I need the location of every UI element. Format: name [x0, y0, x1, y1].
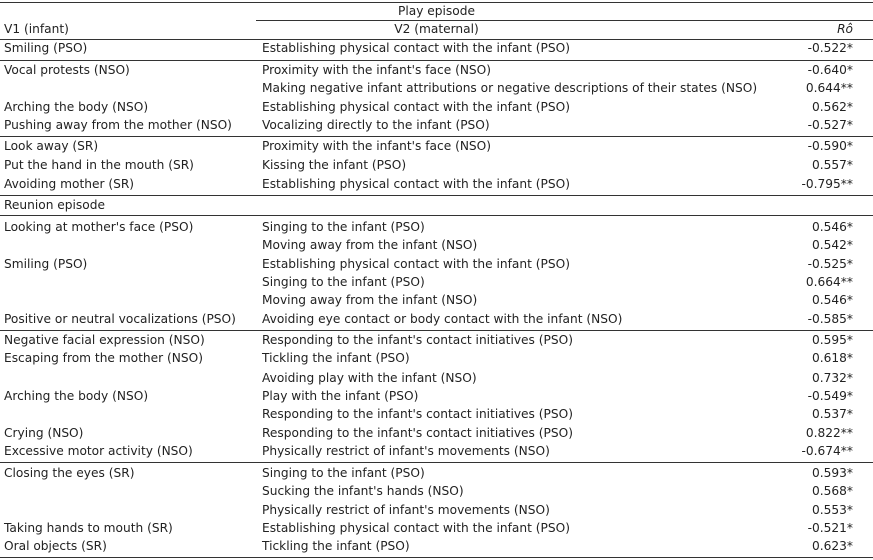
rho-cell: -0.795**: [801, 177, 853, 191]
v2-cell: Physically restrict of infant's movements (NSO): [262, 503, 550, 517]
v2-cell: Play with the infant (PSO): [262, 389, 419, 403]
rho-cell: 0.618*: [812, 351, 853, 365]
v1-cell: Positive or neutral vocalizations (PSO): [4, 312, 236, 326]
rho-cell: 0.623*: [812, 539, 853, 553]
table-row: [0, 443, 873, 460]
v1-cell: Looking at mother's face (PSO): [4, 220, 194, 234]
v2-cell: Making negative infant attributions or negative descriptions of their states (NSO): [262, 81, 758, 95]
v1-cell: Smiling (PSO): [4, 257, 88, 271]
table-bottom-rule: [0, 557, 873, 558]
table-row: [0, 62, 873, 79]
rho-cell: 0.644**: [805, 81, 853, 95]
v1-cell: Put the hand in the mouth (SR): [4, 158, 194, 172]
table-row: [0, 332, 873, 349]
rho-cell: -0.549*: [807, 389, 853, 403]
rho-cell: 0.568*: [812, 484, 853, 498]
rho-cell: 0.562*: [812, 100, 853, 114]
table-row: [0, 292, 873, 309]
table-row: [0, 274, 873, 291]
v1-cell: Arching the body (NSO): [4, 100, 149, 114]
v1-cell: Escaping from the mother (NSO): [4, 351, 203, 365]
table-row: [0, 117, 873, 134]
rho-cell: -0.674**: [801, 444, 853, 458]
table-row: [0, 237, 873, 254]
v1-cell: Avoiding mother (SR): [4, 177, 135, 191]
v2-cell: Singing to the infant (PSO): [262, 275, 425, 289]
v2-cell: Tickling the infant (PSO): [262, 351, 410, 365]
rho-cell: 0.664**: [805, 275, 853, 289]
section-title-rule: [0, 215, 873, 216]
table-row: [0, 483, 873, 500]
v1-cell: Arching the body (NSO): [4, 389, 149, 403]
rho-cell: -0.522*: [807, 41, 853, 55]
v2-cell: Establishing physical contact with the infant (PSO): [262, 41, 570, 55]
v1-cell: Crying (NSO): [4, 426, 84, 440]
table-row: [0, 311, 873, 328]
rho-cell: 0.546*: [812, 220, 853, 234]
v2-cell: Kissing the infant (PSO): [262, 158, 407, 172]
col-header-rho: Rô: [837, 22, 853, 36]
v1-cell: Pushing away from the mother (NSO): [4, 118, 232, 132]
v1-cell: Smiling (PSO): [4, 41, 88, 55]
v2-cell: Responding to the infant's contact initiatives (PSO): [262, 426, 573, 440]
rho-cell: -0.640*: [807, 63, 853, 77]
section-title-reunion: Reunion episode: [4, 198, 105, 212]
v2-cell: Responding to the infant's contact initiatives (PSO): [262, 407, 573, 421]
group-divider: [0, 60, 873, 61]
v1-cell: Oral objects (SR): [4, 539, 107, 553]
v2-cell: Avoiding play with the infant (NSO): [262, 371, 477, 385]
v2-cell: Proximity with the infant's face (NSO): [262, 63, 492, 77]
table-row: [0, 80, 873, 97]
col-header-v1: V1 (infant): [4, 22, 69, 36]
v2-cell: Establishing physical contact with the infant (PSO): [262, 100, 570, 114]
v2-cell: Physically restrict of infant's movements (NSO): [262, 444, 550, 458]
header-title-row: [0, 3, 873, 20]
rho-cell: 0.553*: [812, 503, 853, 517]
v1-cell: Vocal protests (NSO): [4, 63, 130, 77]
v1-cell: Look away (SR): [4, 139, 99, 153]
group-divider: [0, 136, 873, 137]
table-row: [0, 520, 873, 537]
v2-cell: Establishing physical contact with the infant (PSO): [262, 177, 570, 191]
column-header-row: [0, 21, 873, 38]
v2-cell: Moving away from the infant (NSO): [262, 293, 478, 307]
v2-cell: Singing to the infant (PSO): [262, 220, 425, 234]
rho-cell: 0.593*: [812, 466, 853, 480]
table-row: [0, 406, 873, 423]
table-row: [0, 465, 873, 482]
group-divider: [0, 330, 873, 331]
v1-cell: Excessive motor activity (NSO): [4, 444, 193, 458]
v1-cell: Closing the eyes (SR): [4, 466, 135, 480]
table-row: [0, 157, 873, 174]
col-header-v2: V2 (maternal): [394, 22, 479, 36]
table-row: [0, 350, 873, 367]
v2-cell: Tickling the infant (PSO): [262, 539, 410, 553]
table-row: [0, 138, 873, 155]
rho-cell: 0.822**: [805, 426, 853, 440]
table-row: [0, 256, 873, 273]
v2-cell: Establishing physical contact with the infant (PSO): [262, 521, 570, 535]
v2-cell: Vocalizing directly to the infant (PSO): [262, 118, 490, 132]
v2-cell: Sucking the infant's hands (NSO): [262, 484, 464, 498]
rho-cell: -0.521*: [807, 521, 853, 535]
section-divider: [0, 195, 873, 196]
table-row: [0, 40, 873, 57]
v2-cell: Singing to the infant (PSO): [262, 466, 425, 480]
table-row: [0, 538, 873, 555]
v2-cell: Avoiding eye contact or body contact with the infant (NSO): [262, 312, 623, 326]
group-divider: [0, 462, 873, 463]
v2-cell: Proximity with the infant's face (NSO): [262, 139, 492, 153]
table-row: [0, 425, 873, 442]
section-title-play: Play episode: [398, 4, 475, 18]
rho-cell: 0.595*: [812, 333, 853, 347]
rho-cell: -0.527*: [807, 118, 853, 132]
rho-cell: 0.542*: [812, 238, 853, 252]
rho-cell: 0.546*: [812, 293, 853, 307]
table-row: [0, 370, 873, 387]
rho-cell: -0.585*: [807, 312, 853, 326]
rho-cell: 0.557*: [812, 158, 853, 172]
table-row: [0, 99, 873, 116]
v2-cell: Moving away from the infant (NSO): [262, 238, 478, 252]
rho-cell: 0.537*: [812, 407, 853, 421]
table-row: [0, 176, 873, 193]
v2-cell: Establishing physical contact with the infant (PSO): [262, 257, 570, 271]
table-row: [0, 502, 873, 519]
section-title-row: [0, 197, 873, 214]
v2-cell: Responding to the infant's contact initiatives (PSO): [262, 333, 573, 347]
table-row: [0, 388, 873, 405]
v1-cell: Negative facial expression (NSO): [4, 333, 205, 347]
table-row: [0, 219, 873, 236]
rho-cell: -0.590*: [807, 139, 853, 153]
rho-cell: -0.525*: [807, 257, 853, 271]
v1-cell: Taking hands to mouth (SR): [4, 521, 173, 535]
rho-cell: 0.732*: [812, 371, 853, 385]
